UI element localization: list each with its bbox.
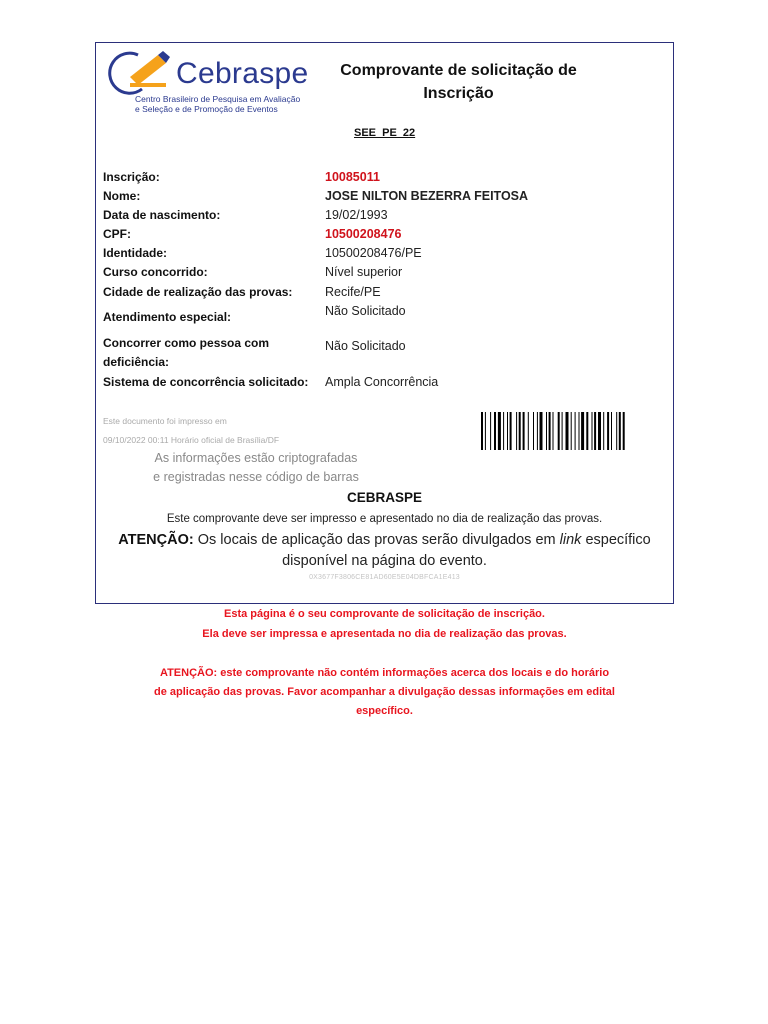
value-inscricao: 10085011 — [325, 170, 380, 184]
label-data-nascimento: Data de nascimento: — [103, 208, 221, 222]
print-date-note: Este documento foi impresso em — [103, 416, 227, 426]
attention-text-line2: disponível na página do evento. — [282, 553, 487, 569]
label-sistema: Sistema de concorrência solicitado: — [103, 375, 309, 389]
org-name: CEBRASPE — [346, 490, 422, 505]
document-title-line: Inscrição — [423, 85, 494, 102]
notice-line: Ela deve ser impressa e apresentada no dia de realização das provas. — [202, 628, 567, 640]
label-atendimento: Atendimento especial: — [103, 310, 232, 324]
value-cidade: Recife/PE — [325, 285, 381, 299]
attention-label: ATENÇÃO: — [118, 532, 194, 548]
notice-line: específico. — [356, 705, 413, 717]
value-cpf: 10500208476 — [325, 227, 402, 241]
document-title-line: Comprovante de solicitação de — [340, 62, 577, 79]
exam-code: SEE_PE_22 — [354, 127, 416, 139]
attention-text: específico — [585, 532, 651, 548]
receipt-card — [95, 42, 674, 604]
attention-text: Os locais de aplicação das provas serão divulgados em — [197, 532, 556, 548]
cebraspe-logo — [108, 47, 313, 117]
value-identidade: 10500208476/PE — [325, 246, 422, 260]
logo-wordmark: Cebraspe — [176, 57, 309, 90]
logo-subtitle-line: e Seleção e de Promoção de Eventos — [135, 104, 278, 114]
value-deficiencia: Não Solicitado — [325, 339, 406, 353]
crypto-note — [136, 449, 376, 487]
attention-note — [96, 530, 673, 572]
logo-subtitle — [135, 94, 300, 114]
verification-hash: 0X3677F3806CE81AD60E5E04DBFCA1E413 — [309, 574, 460, 581]
label-identidade: Identidade: — [103, 246, 168, 260]
print-date-note: 09/10/2022 00:11 Horário oficial de Brasília/DF — [103, 435, 280, 445]
document-title — [326, 59, 591, 105]
crypto-note-line: As informações estão criptografadas — [154, 451, 358, 465]
value-atendimento: Não Solicitado — [325, 304, 406, 318]
value-data-nascimento: 19/02/1993 — [325, 208, 388, 222]
label-cidade: Cidade de realização das provas: — [103, 285, 293, 299]
value-curso: Nível superior — [325, 265, 403, 279]
value-nome: JOSE NILTON BEZERRA FEITOSA — [325, 189, 529, 203]
label-deficiencia-line2: deficiência: — [103, 355, 170, 369]
label-deficiencia-line1: Concorrer como pessoa com — [103, 336, 270, 350]
cebraspe-logo-icon — [108, 47, 178, 97]
notice-line: de aplicação das provas. Favor acompanhar a divulgação dessas informações em edital — [154, 686, 615, 698]
label-inscricao: Inscrição: — [103, 170, 160, 184]
notice-line: ATENÇÃO: este comprovante não contém informações acerca dos locais e do horário — [159, 667, 610, 679]
label-nome: Nome: — [103, 189, 141, 203]
label-cpf: CPF: — [103, 227, 131, 241]
barcode-icon — [481, 412, 665, 450]
crypto-note-line: e registradas nesse código de barras — [153, 470, 359, 484]
must-print-note: Este comprovante deve ser impresso e apresentado no dia de realização das provas. — [166, 513, 603, 525]
logo-subtitle-line: Centro Brasileiro de Pesquisa em Avaliação — [135, 94, 301, 104]
notice-line: Esta página é o seu comprovante de solicitação de inscrição. — [224, 608, 545, 620]
label-curso: Curso concorrido: — [103, 265, 208, 279]
value-sistema: Ampla Concorrência — [325, 375, 439, 389]
attention-link-word: link — [559, 532, 582, 548]
